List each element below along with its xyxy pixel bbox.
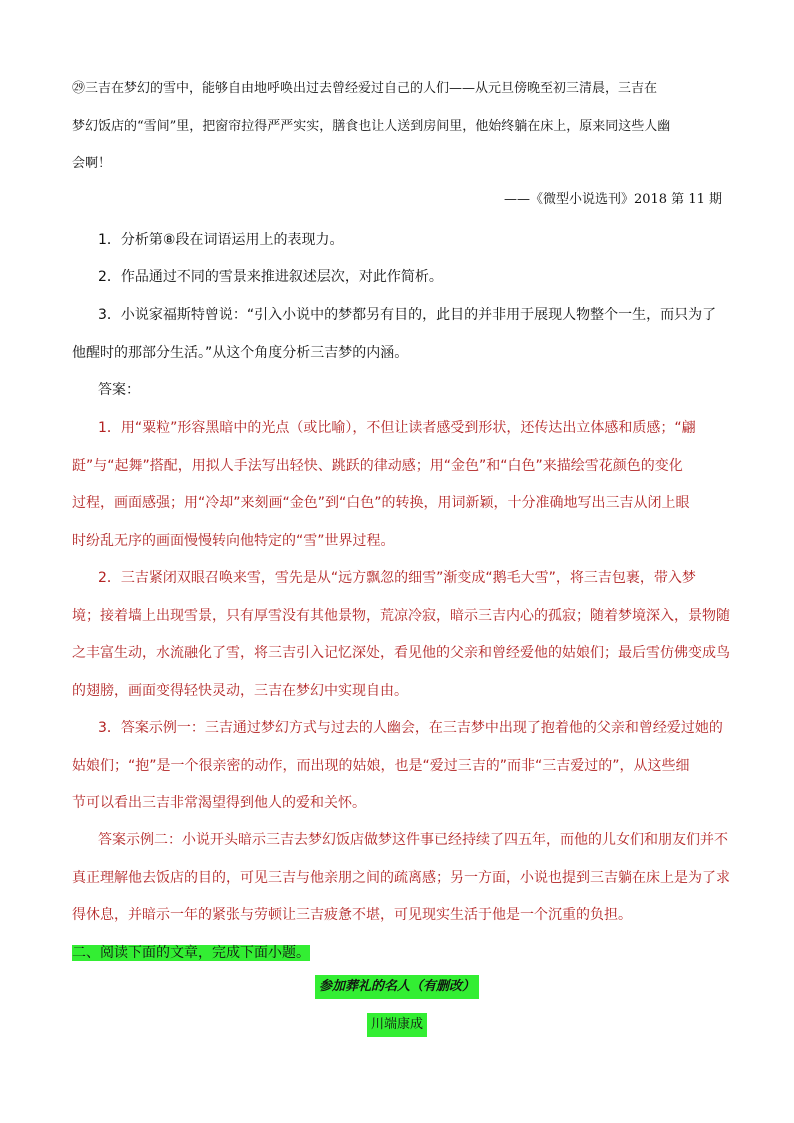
section-2-heading-text: 二、阅读下面的文章，完成下面小题。 [72, 945, 310, 961]
answer-line: 答案示例二：小说开头暗示三吉去梦幻饭店做梦这件事已经持续了四五年，而他的儿女们和朋友们并不 [98, 832, 728, 848]
answer-heading: 答案： [98, 382, 140, 398]
question-line: 他醒时的那部分生活。”从这个角度分析三吉梦的内涵。 [72, 344, 409, 361]
passage-line: 梦幻饭店的“雪间”里，把窗帘拉得严严实实，膳食也让人送到房间里，他始终躺在床上，原来同这些人幽 [72, 118, 671, 134]
answer-line: 真正理解他去饭店的目的，可见三吉与他亲朋之间的疏离感；另一方面，小说也提到三吉躺在床上是为了求 [72, 869, 730, 886]
question-line: 2．作品通过不同的雪景来推进叙述层次，对此作简析。 [98, 269, 443, 285]
answer-line: 2．三吉紧闭双眼召唤来雪，雪先是从“远方飘忽的细雪”渐变成“鹅毛大雪”，将三吉包裹，带入梦 [98, 570, 696, 586]
answer-line: 的翅膀，画面变得轻快灵动，三吉在梦幻中实现自由。 [72, 682, 408, 699]
article-author-row [0, 1013, 794, 1037]
answer-line: 时纷乱无序的画面慢慢转向他特定的“雪”世界过程。 [72, 532, 395, 549]
answer-1 [72, 410, 722, 560]
answer-line: 节可以看出三吉非常渴望得到他人的爱和关怀。 [72, 795, 366, 811]
article-author: 川端康成 [367, 1013, 427, 1037]
answer-line: 之丰富生动，水流融化了雪，将三吉引入记忆深处，看见他的父亲和曾经爱他的姑娘们；最后雪仿佛变成鸟 [72, 645, 730, 661]
answer-2 [72, 560, 730, 710]
answer-line: 过程，画面感强；用“冷却”来刻画“金色”到“白色”的转换，用词新颖，十分准确地写出三吉从闭上眼 [72, 495, 690, 511]
question-line: 1．分析第⑧段在词语运用上的表现力。 [98, 232, 344, 248]
question-3 [72, 297, 722, 372]
question-2 [98, 259, 748, 297]
passage-paragraph-29 [72, 70, 722, 183]
answer-line: 得休息，并暗示一年的紧张与劳顿让三吉疲惫不堪，可见现实生活于他是一个沉重的负担。 [72, 907, 632, 923]
passage-line: ㉙三吉在梦幻的雪中，能够自由地呼唤出过去曾经爱过自己的人们——从元旦傍晚至初三清晨，三吉在 [72, 81, 658, 96]
passage-source: ——《微型小说选刊》2018 第 11 期 [503, 192, 722, 207]
answer-line: 姑娘们；“抱”是一个很亲密的动作，而出现的姑娘，也是“爱过三吉的”而非“三吉爱过的”，从这些细 [72, 757, 690, 774]
answer-3-example-2 [72, 822, 730, 935]
section-2-heading [72, 935, 722, 973]
answer-line: 跹”与“起舞”搭配，用拟人手法写出轻快、跳跃的律动感；用“金色”和“白色”来描绘雪花颜色的变化 [72, 457, 683, 474]
answer-3-example-1 [72, 710, 722, 823]
article-title: 参加葬礼的名人（有删改） [315, 975, 479, 999]
answer-line: 3．答案示例一：三吉通过梦幻方式与过去的人幽会，在三吉梦中出现了抱着他的父亲和曾经爱过她的 [98, 720, 723, 736]
answer-line: 境；接着墙上出现雪景，只有厚雪没有其他景物，荒凉冷寂，暗示三吉内心的孤寂；随着梦境深入，景物随 [72, 607, 730, 624]
question-1 [98, 222, 748, 260]
answer-line: 1．用“粟粒”形容黑暗中的光点（或比喻），不但让读者感受到形状，还传达出立体感和质感；“翩 [98, 420, 696, 436]
passage-line: 会啊！ [72, 156, 112, 171]
article-title-row [0, 975, 794, 999]
question-line: 3．小说家福斯特曾说：“引入小说中的梦都另有目的，此目的并非用于展现人物整个一生，而只为了 [98, 307, 717, 323]
